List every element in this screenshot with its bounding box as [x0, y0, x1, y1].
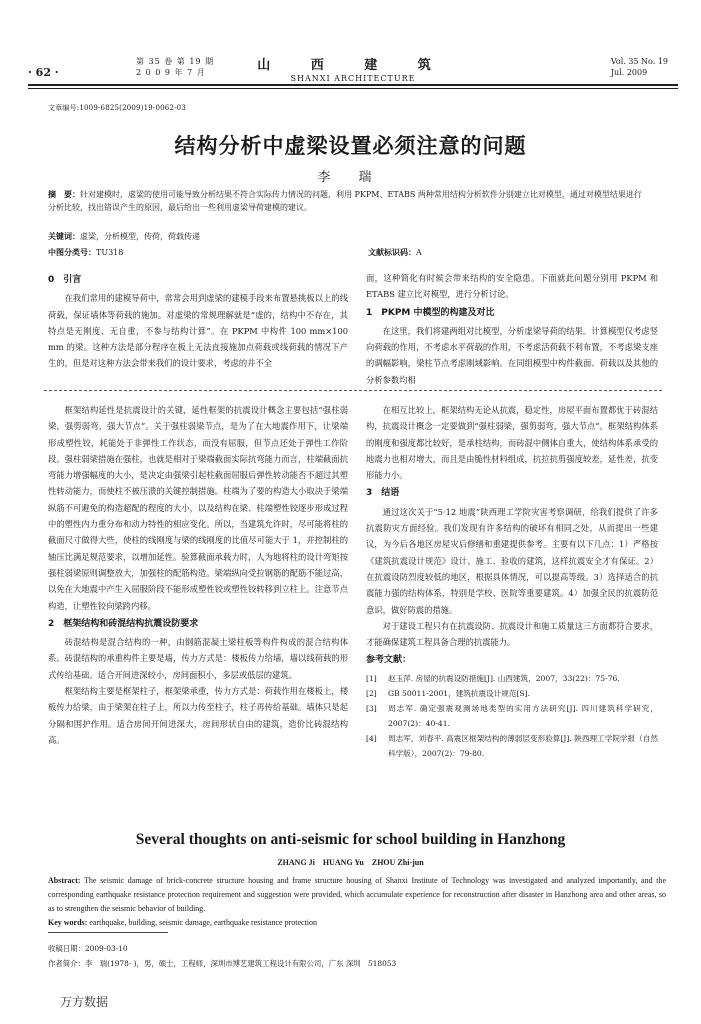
date-en: Jul. 2009 [610, 68, 648, 77]
conclusion-paragraph-2: 对于建设工程只有在抗震设防、抗震设计和施工质量这三方面都符合要求，才能确保建筑工程具备合理的抗震能力。 [366, 620, 658, 648]
keywords-label: 关键词： [48, 231, 80, 241]
english-abstract-text: The seismic damage of brick-concrete structure housing and frame structure housing of Shanxi Institute of Technology was investigated and analyzed importantly, and the corresponding earthquake resistance protection requirement and suggestion were provided, which accumulate experience for reconstruction after disaster in Hanzhong area and other areas, so as to strengthen the seismic behavior of building. [48, 876, 667, 913]
reference-item: [3] 周志军. 确定强震观测场地类型的实用方法研究[J]. 四川建筑科学研究，2007(2)：40-41. [366, 703, 658, 728]
vol-issue-cn: 第 35 卷 第 19 期 [136, 57, 215, 66]
clc-number [48, 247, 123, 258]
journal-name-cn: 山 西 建 筑 [257, 58, 449, 73]
date-cn: 2 0 0 9 年 7 月 [136, 68, 206, 77]
comparison-paragraph: 在相互比较上，框架结构无论从抗震，稳定性，房屋平面布置都优于砖混结构，抗震设计概念一定要做到“强柱弱梁，强剪弱弯，强大节点”。框架结构体系的刚度和强度都比较好，是承柱结构，而砖混中侧体自重大，使结构体系承受的地震力也相对增大，而且是由脆性材料组成，抗拉抗剪强度较差，延性差，抗变形能力小。 [366, 405, 658, 481]
article-number: 文章编号:1009-6825(2009)19-0062-03 [48, 104, 186, 112]
brick-concrete-paragraph: 砖混结构是混合结构的一种，由钢筋混凝土梁柱板等构件构成的混合结构体系。砖混结构的承重构件主要是墙，传力方式是：楼板传力给墙，墙以线荷载的形式传给基础。适合开间进深较小，房间面积小，多层或低层的建筑。 [48, 637, 348, 680]
footnote-rule [48, 932, 168, 933]
english-abstract [48, 874, 666, 930]
english-authors: ZHANG Ji HUANG Yu ZHOU Zhi-jun [277, 858, 424, 867]
upper-right-column [366, 270, 658, 390]
reference-item: [1] 赵玉萍. 房屋的抗震设防措施[J]. 山西建筑，2007，33(22)：75-76. [366, 673, 620, 683]
journal-name-en: SHANXI ARCHITECTURE [290, 74, 416, 83]
continued-paragraph: 面，这种简化有时候会带来结构的安全隐患。下面就此问题分别用 PKPM 和 ETABS 建立比对模型，进行分析讨论。 [366, 273, 658, 300]
english-keywords-label: Key words: [48, 918, 88, 927]
journal-name [28, 54, 678, 83]
upper-left-column [48, 270, 348, 390]
reference-item: [4] 周志军，刘春平. 高震区框架结构的薄弱层变形验算[J]. 陕西理工学院学报（自然科学版），2007(2)：79-80. [366, 733, 658, 758]
section-heading-3: 3 结语 [366, 488, 400, 499]
code-label: 文献标识码： [368, 247, 416, 257]
references-heading: 参考文献： [366, 655, 412, 666]
intro-paragraph: 在我们常用的建模导荷中，常常会用到虚梁的建模手段来布置悬挑板以上的线荷载，保证墙体等荷载的施加。对虚梁的常规理解就是“虚的，结构中不存在，其特点是无刚度、无自重，不参与结构计算”。在 PKPM 中构件 100 mm×100 mm 的梁。这种方法是部分程序在板上无法直接施加点荷载或线荷载的情况下产生的，但是对这种方法会带来我们的设计要求，考虑的并不全 [48, 293, 348, 369]
page-splice-divider [44, 390, 662, 391]
english-title: Several thoughts on anti-seismic for school building in Hanzhong [135, 831, 566, 848]
reference-item: [2] GB 50011-2001，建筑抗震设计规范[S]. [366, 688, 530, 698]
header-rule-thin [28, 88, 678, 89]
author-bio: 作者简介：李 瑞(1978- )，男，硕士，工程师，深圳市博艺建筑工程设计有限公司，广东 深圳 518053 [48, 959, 397, 968]
english-abstract-label: Abstract: [48, 876, 81, 885]
page-number: · 62 · [28, 66, 59, 79]
abstract-label: 摘 要： [48, 189, 80, 199]
lower-right-column [366, 402, 658, 828]
journal-header [28, 54, 678, 88]
abstract [48, 188, 648, 214]
received-date: 收稿日期：2009-03-10 [48, 944, 128, 953]
frame-ductility-paragraph: 框架结构延性是抗震设计的关键，延性框架的抗震设计概念主要包括“强柱弱梁，强剪弱弯，强大节点”。关于强柱弱梁节点，是为了在大地震作用下，让梁端形成塑性铰，耗能处于非弹性工作状态，而没有屈服，但节点还处于弹性工作阶段。强柱弱梁措施在强柱，也就是相对于梁端截面实际抗弯能力而言，柱端截面抗弯能力增强幅度的大小，是决定由强梁引起柱截面屈服后弹性转动能否不超过其塑性转动能力，而使柱不被压溃的关键控制措施。柱端为了要的构造大小取决于梁端纵筋不可避免的构造超配的程度的大小，以及结构在梁、柱端塑性铰逐步形成过程中的塑性内力重分布和动力特性的相应变化。所以，当建筑允许时，尽可能将柱的截面尺寸做得大些，使柱的线刚度与梁的线刚度的比值尽可能大于 1，并控制柱的轴压比满足规范要求，以增加延性。验算截面承载力时，人为地将柱的设计弯矩按强柱弱梁原则调整放大，加强柱的配筋构造。梁端纵向受拉钢筋的配筋不能过高，以免在大地震中产生入屈服阶段不能形成塑性铰或塑性铰转移到立柱上。注意节点构造，让塑性铰向梁跨内移。 [48, 405, 348, 611]
clc-label: 中图分类号： [48, 247, 96, 257]
clc-value: TU318 [96, 248, 124, 257]
section-heading-pkpm: 1 PKPM 中模型的构建及对比 [366, 307, 495, 318]
conclusion-paragraph: 通过这次关于“5·12 地震”陕西理工学院灾害考察调研，给我们提供了许多抗震防灾方面经验。我们发现有许多结构的破坏有相同之处，从而提出一些建议，为今后各地区房屋灾后修缮和重建提供参考。主要有以下几点：1）严格按《建筑抗震设计规范》设计、施工、验收的建筑，这样抗震安全才有保证。2）在抗震设防烈度较低的地区，根据具体情况，可以提高等级。3）选择适合的抗震能力强的结构体系，特别是学校、医院等重要建筑。4）加强全民的抗震防范意识，做好防震的措施。 [366, 506, 658, 615]
code-value: A [416, 248, 422, 257]
watermark: 万方数据 [60, 995, 109, 1009]
pkpm-paragraph: 在这里，我们将建两组对比模型，分析虚梁导荷的结果。计算模型仅考虑竖向荷载的作用，不考虑水平荷载的作用，不考虑活荷载不利布置，不考虑梁支座的调幅影响，梁柱节点考虑刚域影响。在同组模型中构件截面、荷载以及其他的分析参数均相 [366, 325, 658, 385]
document-code [368, 247, 422, 258]
abstract-text: 针对建模时，虚梁的使用可能导致分析结果不符合实际传力情况的问题，利用 PKPM、ETABS 两种常用结构分析软件分别建立比对模型，通过对模型结果进行分析比较，找出错误产生的原因，最后给出一些利用虚梁导荷建模的建议。 [48, 190, 642, 212]
keywords-text: 虚梁，分析模型，传荷，荷载传递 [80, 232, 200, 241]
frame-structure-paragraph: 框架结构主要是框架柱子，框架梁承重，传力方式是：荷载作用在楼板上，楼板传力给梁，由于梁架在柱子上，所以力传至柱子，柱子再传给基础。墙体只是起分隔和围护作用。适合房间开间进深大，房间形状自由的建筑，造价比砖混结构高。 [48, 686, 348, 745]
header-rule [28, 84, 678, 86]
english-keywords-text: earthquake, building, seismic damage, earthquake resistance protection [89, 918, 318, 927]
paper-title: 结构分析中虚梁设置必须注意的问题 [174, 134, 527, 158]
references-list [366, 671, 658, 761]
vol-issue-en: Vol. 35 No. 19 [610, 57, 668, 66]
section-heading-intro: 0 引言 [48, 275, 82, 285]
keywords [48, 230, 648, 243]
lower-left-column [48, 402, 348, 828]
paper-author: 李 瑞 [317, 170, 384, 185]
section-heading-2: 2 框架结构和砖混结构抗震设防要求 [48, 618, 199, 629]
volume-issue-en [611, 56, 668, 78]
